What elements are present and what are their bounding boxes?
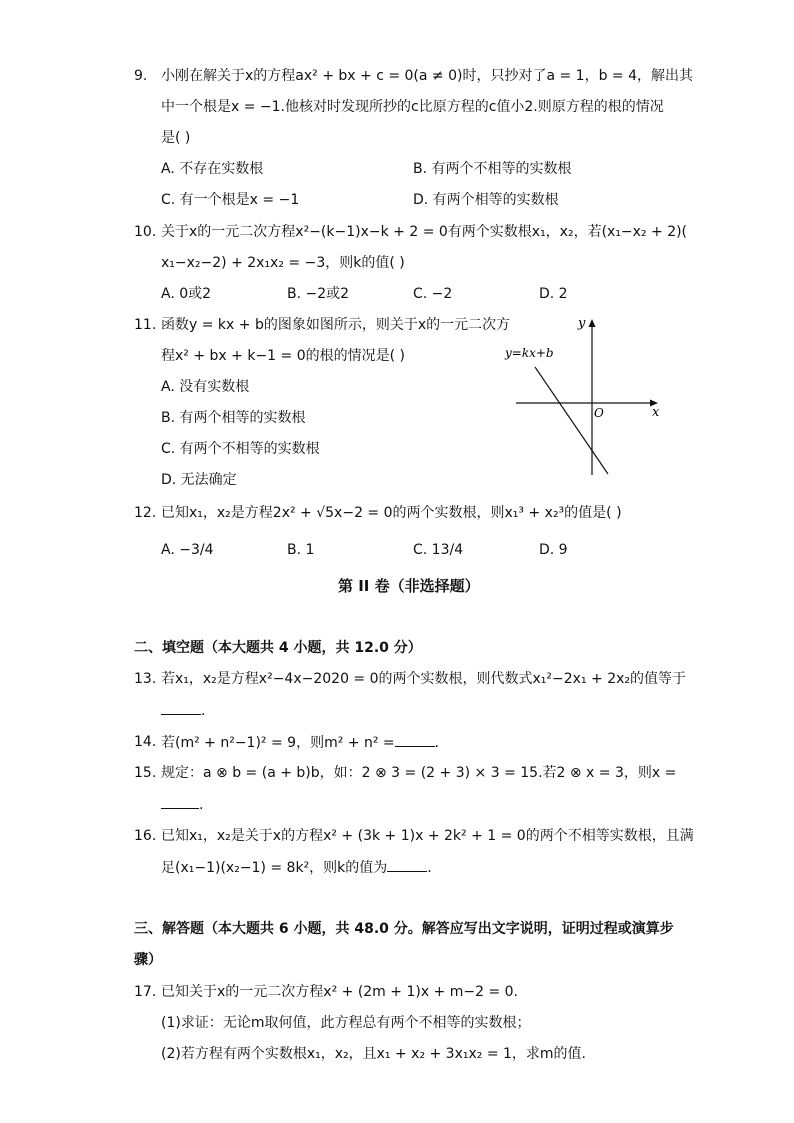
question-14-line-1: 若(m² + n²−1)² = 9，则m² + n² = . (161, 732, 439, 753)
origin-label: O (594, 406, 604, 420)
y-axis-arrow (589, 319, 596, 327)
y-axis-label: y (578, 316, 586, 331)
section-3-heading-line-1: 三、解答题（本大题共 6 小题，共 48.0 分。解答应写出文字说明，证明过程或演算步 (134, 921, 674, 937)
question-17-number: 17. (134, 984, 157, 1000)
question-12-option-d: D. 9 (539, 542, 568, 558)
question-11-number: 11. (134, 317, 157, 333)
question-9-number: 9. (134, 68, 148, 84)
x-axis-label: x (652, 405, 660, 420)
question-14-number: 14. (134, 734, 157, 750)
question-10-line-2: x₁−x₂−2) + 2x₁x₂ = −3，则k的值( ) (161, 255, 405, 271)
section-2-heading: 二、填空题（本大题共 4 小题，共 12.0 分） (134, 640, 422, 656)
linear-function-graph (500, 310, 670, 485)
question-13-line-1: 若x₁，x₂是方程x²−4x−2020 = 0的两个实数根，则代数式x₁²−2x₁ + 2x₂的值等于 (161, 671, 686, 687)
section-3-heading-line-2: 骤） (134, 952, 162, 968)
question-17-part-2: (2)若方程有两个实数根x₁，x₂，且x₁ + x₂ + 3x₁x₂ = 1，求m的值. (161, 1046, 587, 1062)
question-10-number: 10. (134, 224, 157, 240)
answer-blank (387, 857, 427, 872)
question-13-line-2: . (161, 700, 205, 721)
question-9-line-1: 小刚在解关于x的方程ax² + bx + c = 0(a ≠ 0)时，只抄对了a = 1，b = 4，解出其 (161, 68, 694, 84)
question-12-line-1: 已知x₁，x₂是方程2x² + √5x−2 = 0的两个实数根，则x₁³ + x₂³的值是( ) (161, 505, 622, 521)
question-17-line-1: 已知关于x的一元二次方程x² + (2m + 1)x + m−2 = 0. (161, 984, 518, 1000)
question-16-line-2: 足(x₁−1)(x₂−1) = 8k²，则k的值为 . (161, 857, 432, 878)
question-9-option-a: A. 不存在实数根 (161, 161, 264, 177)
question-16-line-1: 已知x₁，x₂是关于x的方程x² + (3k + 1)x + 2k² + 1 = 0的两个不相等实数根，且满 (161, 828, 694, 844)
question-11-option-b: B. 有两个相等的实数根 (161, 410, 306, 426)
answer-blank (161, 794, 199, 809)
question-17-part-1: (1)求证：无论m取何值，此方程总有两个不相等的实数根； (161, 1015, 531, 1031)
question-15-number: 15. (134, 765, 157, 781)
question-11-line-1: 函数y = kx + b的图象如图所示，则关于x的一元二次方 (161, 317, 511, 333)
question-9-line-2: 中一个根是x = −1.他核对时发现所抄的c比原方程的c值小2.则原方程的根的情况 (161, 99, 664, 115)
question-9-option-b: B. 有两个不相等的实数根 (413, 161, 572, 177)
question-16-number: 16. (134, 828, 157, 844)
function-label: y=kx+b (505, 346, 554, 360)
function-line (535, 367, 608, 474)
question-15-line-1: 规定：a ⊗ b = (a + b)b，如：2 ⊗ 3 = (2 + 3) × 3 = 15.若2 ⊗ x = 3，则x = (161, 765, 677, 781)
question-10-option-a: A. 0或2 (161, 286, 212, 302)
question-12-option-a: A. −3/4 (161, 542, 214, 558)
question-15-line-2: . (161, 794, 203, 815)
question-11-option-a: A. 没有实数根 (161, 379, 250, 395)
question-13-number: 13. (134, 671, 157, 687)
question-10-option-d: D. 2 (539, 286, 568, 302)
question-12-option-b: B. 1 (287, 542, 315, 558)
question-10-option-b: B. −2或2 (287, 286, 350, 302)
question-11-option-c: C. 有两个不相等的实数根 (161, 441, 320, 457)
answer-blank (161, 700, 201, 715)
question-11-option-d: D. 无法确定 (161, 472, 237, 488)
question-12-option-c: C. 13/4 (413, 542, 464, 558)
question-12-number: 12. (134, 505, 157, 521)
question-9-option-c: C. 有一个根是x = −1 (161, 192, 300, 208)
question-10-option-c: C. −2 (413, 286, 453, 302)
part-2-title: 第 II 卷（非选择题） (338, 577, 480, 595)
answer-blank (395, 732, 435, 747)
question-9-line-3: 是( ) (161, 130, 191, 146)
question-11-line-2: 程x² + bx + k−1 = 0的根的情况是( ) (161, 348, 405, 364)
question-9-option-d: D. 有两个相等的实数根 (413, 192, 559, 208)
question-10-line-1: 关于x的一元二次方程x²−(k−1)x−k + 2 = 0有两个实数根x₁，x₂，若(x₁−x₂ + 2)( (161, 224, 688, 240)
